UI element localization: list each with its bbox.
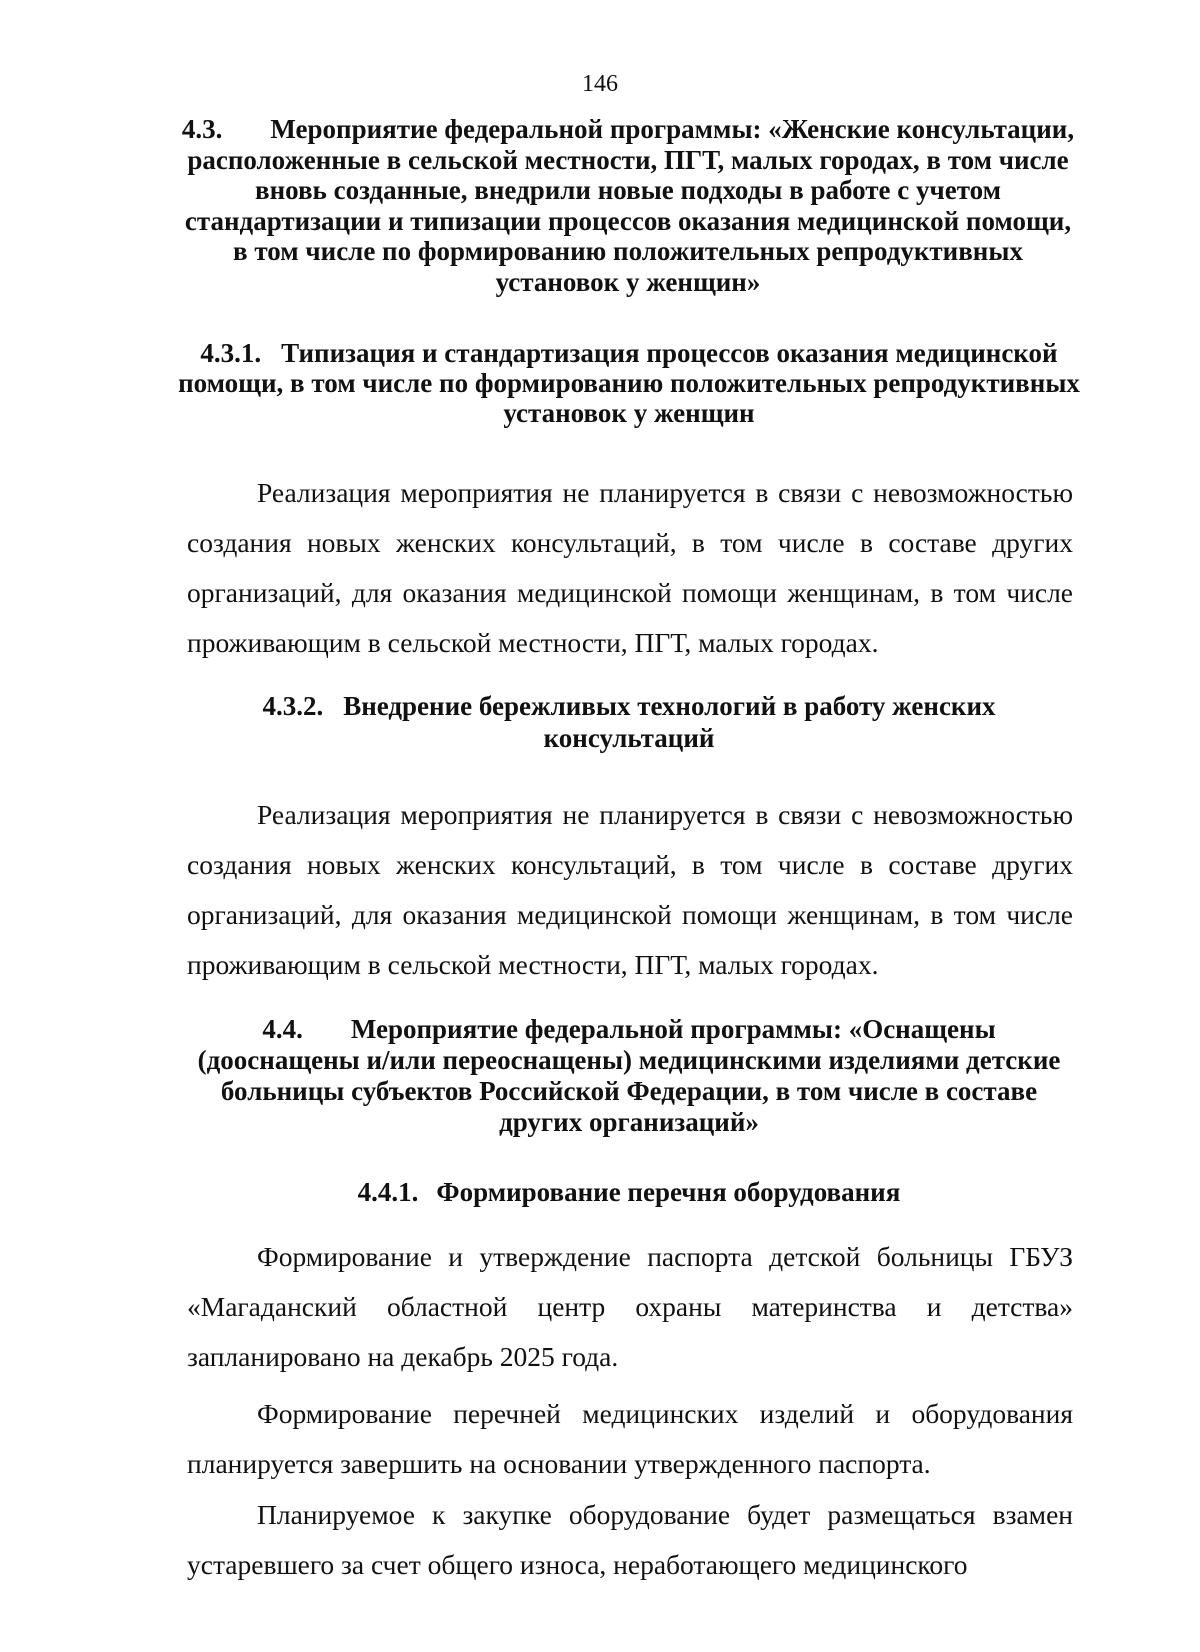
- paragraph-4-4-1-2: Формирование перечней медицинских изделий и оборудования планируется завершить на основании утвержденного паспорта.: [187, 1398, 1073, 1479]
- section-heading-4-4-1: [178, 1177, 1080, 1207]
- section-title: Мероприятие федеральной программы: «Оснащены (дооснащены и/или переоснащены) медицинскими изделиями детские больницы субъектов Российской Федерации, в том числе в составе других организаций»: [197, 1014, 1061, 1137]
- section-heading-4-3-1: [178, 338, 1080, 428]
- section-heading-4-4: [178, 1014, 1080, 1138]
- section-title: Формирование перечня оборудования: [436, 1177, 901, 1207]
- section-number: 4.4.1.: [357, 1177, 419, 1207]
- page-number: 146: [582, 71, 618, 97]
- section-number: 4.3.2.: [262, 691, 324, 721]
- section-number: 4.4.: [262, 1014, 303, 1044]
- section-number: 4.3.1.: [200, 338, 262, 368]
- section-heading-4-3: [175, 114, 1081, 297]
- paragraph-4-3-2: Реализация мероприятия не планируется в связи с невозможностью создания новых женских консультаций, в том числе в составе других организаций, для оказания медицинской помощи женщинам, в том числе проживающим в сельской местности, ПГТ, малых городах.: [187, 799, 1073, 980]
- section-title: Внедрение бережливых технологий в работу женских консультаций: [343, 691, 996, 753]
- section-title: Типизация и стандартизация процессов оказания медицинской помощи, в том числе по формированию положительных репродуктивных установок у женщин: [178, 338, 1080, 428]
- paragraph-4-4-1-1: Формирование и утверждение паспорта детской больницы ГБУЗ «Магаданский областной центр охраны материнства и детства» запланировано на декабрь 2025 года.: [187, 1241, 1073, 1372]
- section-heading-4-3-2: [178, 690, 1080, 754]
- paragraph-4-4-1-3: Планируемое к закупке оборудование будет размещаться взамен устаревшего за счет общего износа, неработающего медицинского: [187, 1499, 1073, 1580]
- section-title: Мероприятие федеральной программы: «Женские консультации, расположенные в сельской местности, ПГТ, малых городах, в том числе вновь созданные, внедрили новые подходы в работе с учетом стандартизации и типизации процессов оказания медицинской помощи, в том числе по формированию положительных репродуктивных установок у женщин»: [184, 114, 1075, 297]
- paragraph-4-3-1: Реализация мероприятия не планируется в связи с невозможностью создания новых женских консультаций, в том числе в составе других организаций, для оказания медицинской помощи женщинам, в том числе проживающим в сельской местности, ПГТ, малых городах.: [187, 477, 1073, 658]
- section-number: 4.3.: [181, 114, 223, 144]
